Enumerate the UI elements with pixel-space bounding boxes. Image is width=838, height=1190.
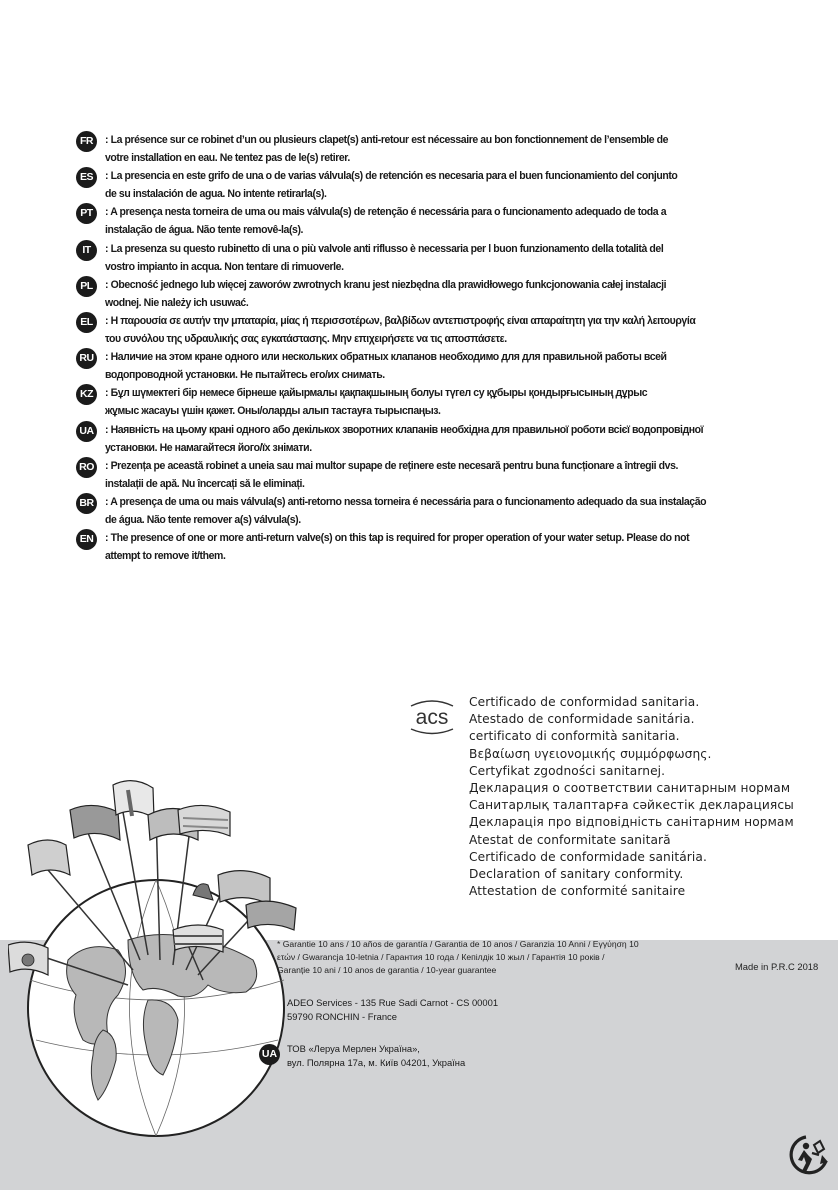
adeo-address: ADEO Services - 135 Rue Sadi Carnot - CS 00001 59790 RONCHIN - France xyxy=(287,997,499,1022)
notice-text-it: : La presenza su questo rubinetto di una o più valvole anti riflusso è necessaria per l buon funzionamento della totalità del vostro impianto in acqua. Non tentare di rimuoverle. xyxy=(105,242,664,273)
notice-pl xyxy=(76,276,776,312)
notice-br xyxy=(76,493,776,529)
cert-line-kz: Санитарлық талаптарға сәйкестік декларациясы xyxy=(469,798,794,813)
cert-line-ua: Декларація про відповідність санітарним нормам xyxy=(469,815,794,830)
cert-line-ro: Atestat de conformitate sanitară xyxy=(469,832,671,847)
language-badge-fr: FR xyxy=(76,131,97,152)
language-badge-ro: RO xyxy=(76,457,97,478)
notice-text-pl: : Obecność jednego lub więcej zaworów zwrotnych kranu jest niezbędna dla prawidłowego funkcjonowania całej instalacji wodnej. Nie należy ich usuwać. xyxy=(105,278,667,309)
notice-text-ro: : Prezența pe această robinet a uneia sau mai multor supape de reținere este necesară pentru buna funcționare a întregii dvs. instalații de apă. Nu încercați să le eliminați. xyxy=(105,459,678,490)
made-in-label: Made in P.R.C 2018 xyxy=(735,961,819,972)
guarantee-text: * Garantie 10 ans / 10 años de garantía / Garantia de 10 anos / Garanzia 10 Anni / Εγγύηση 10 ετών / Gwarancja 10-letnia / Гарантия 10 года / Кепілдік 10 жыл / Гарантія 10 років / Garanție 10 ani / 10 anos de garantia / 10-year guarantee xyxy=(277,939,639,975)
cert-line-el: Βεβαίωση υγειονομικής συμμόρφωσης. xyxy=(469,746,712,761)
notice-text-fr: : La présence sur ce robinet d’un ou plusieurs clapet(s) anti-retour est nécessaire au bon fonctionnement de l’ensemble de votre installation en eau. Ne tentez pas de le(s) retirer. xyxy=(105,134,669,164)
notice-text-ru: : Наличие на этом кране одного или нескольких обратных клапанов необходимо для для правильной работы всей водопроводной установки. Не пытайтесь его/их снимать. xyxy=(105,351,667,382)
language-badge-br: BR xyxy=(76,493,97,514)
notice-pt xyxy=(76,203,776,239)
acs-logo-text: acs xyxy=(415,706,449,729)
ua-address: ТОВ «Леруа Мерлен Україна», вул. Полярна 17а, м. Київ 04201, Україна xyxy=(287,1043,466,1068)
notice-es xyxy=(76,167,776,203)
cert-line-en: Declaration of sanitary conformity. xyxy=(469,867,684,882)
cert-line-es: Certificado de conformidad sanitaria. xyxy=(469,695,700,709)
cert-line-br: Certificado de conformidade sanitária. xyxy=(469,849,707,864)
cert-line-pl: Certyfikat zgodności sanitarnej. xyxy=(469,763,666,778)
notice-text-el: : Η παρουσία σε αυτήν την μπαταρία, μίας ή περισσοτέρων, βαλβίδων αντεπιστροφής είναι απαραίτητη για την καλή λειτουργία του συνόλου της υδραυλικής σας εγκατάστασης. Μην επιχειρήσετε να τις αποσπάσετε. xyxy=(105,314,696,345)
notice-fr xyxy=(76,131,776,167)
notice-text-br: : A presença de uma ou mais válvula(s) anti-retorno nessa torneira é necessária para o funcionamento adequado da sua instalação de água. Não tente remover a(s) válvula(s). xyxy=(105,495,707,526)
language-badge-pl: PL xyxy=(76,276,97,297)
language-badge-it: IT xyxy=(76,240,97,261)
notice-kz xyxy=(76,384,776,420)
language-badge-ua: UA xyxy=(76,421,97,442)
cert-line-pt: Atestado de conformidade sanitária. xyxy=(469,712,695,727)
cert-line-fr: Attestation de conformité sanitaire xyxy=(469,884,686,899)
notice-text-es: : La presencia en este grifo de una o de varias válvula(s) de retención es necesaria para el buen funcionamiento del conjunto de su instalación de agua. No intente retirarla(s). xyxy=(105,170,678,201)
cert-line-it: certificato di conformità sanitaria. xyxy=(469,729,680,744)
language-badge-el: EL xyxy=(76,312,97,333)
language-badge-en: EN xyxy=(76,529,97,550)
notice-ro xyxy=(76,457,776,493)
notice-text-pt: : A presença nesta torneira de uma ou mais válvula(s) de retenção é necessária para o funcionamento adequado de toda a instalação de água. Não tente removê-la(s). xyxy=(105,206,667,237)
globe-with-flags-icon xyxy=(8,770,308,1190)
language-badge-pt: PT xyxy=(76,203,97,224)
notice-en xyxy=(76,529,776,565)
notice-ua xyxy=(76,421,776,457)
notice-ru xyxy=(76,348,776,384)
language-badge-ua-address: UA xyxy=(259,1044,280,1065)
language-badge-kz: KZ xyxy=(76,384,97,405)
triman-recycling-icon xyxy=(784,1131,832,1179)
language-badge-ru: RU xyxy=(76,348,97,369)
anti-return-notice-list xyxy=(76,131,776,565)
notice-it xyxy=(76,240,776,276)
notice-text-kz: : Бұл шүмектегі бір немесе бірнеше қайырмалы қақпақшының болуы түгел су құбыры қондырғысының дұрыс жұмыс жасауы үшін қажет. Оны/оларды алып тастауға тырыспаңыз. xyxy=(105,387,648,418)
language-badge-es: ES xyxy=(76,167,97,188)
notice-text-en: : The presence of one or more anti-return valve(s) on this tap is required for proper operation of your water setup. Please do not attempt to remove it/them. xyxy=(105,532,690,563)
notice-el xyxy=(76,312,776,348)
sanitary-conformity-list xyxy=(469,694,834,900)
notice-text-ua: : Наявність на цьому крані одного або декількох зворотних клапанів необхідна для правильної роботи всієї водопровідної установки. Не намагайтеся його/їх знімати. xyxy=(105,423,704,454)
acs-certification-logo-icon xyxy=(408,697,456,737)
cert-line-ru: Декларация о соответствии санитарным нормам xyxy=(469,781,791,796)
